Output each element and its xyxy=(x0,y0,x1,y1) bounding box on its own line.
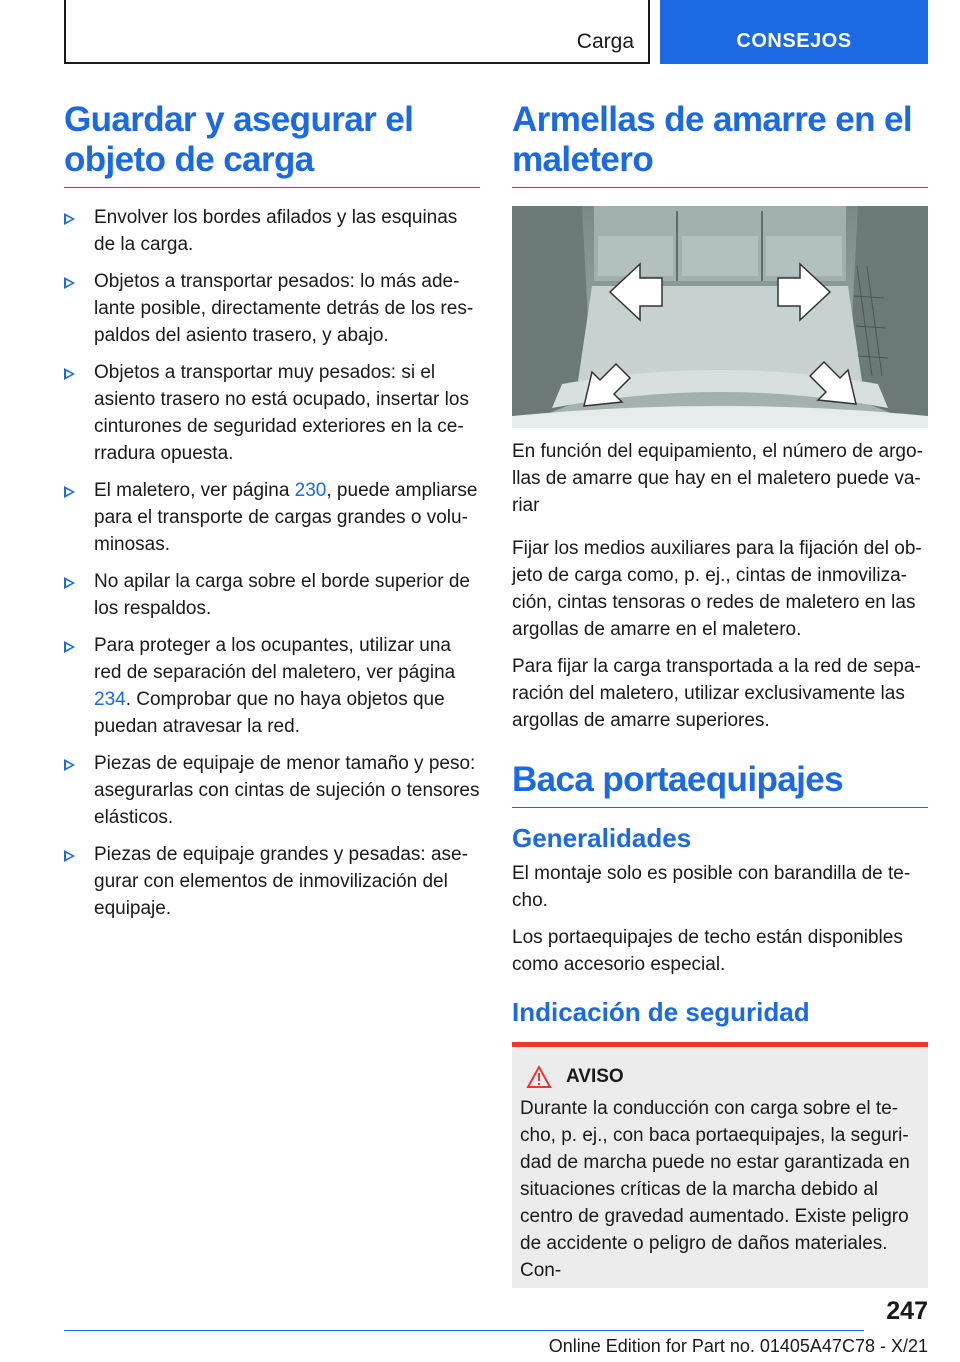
list-item: Para proteger a los ocupantes, utilizar una red de separación del maletero, ver página 234. Comprobar que no haya objetos que puedan atravesar la red. xyxy=(64,632,480,740)
general-paragraph-2: Los portaequipajes de techo están disponibles como accesorio especial. xyxy=(512,927,903,975)
warning-box xyxy=(512,1042,928,1288)
lashing-eyes-paragraph-2: Fijar los medios auxiliares para la fijación del objeto de carga como, p. ej., cintas de inmovilización, cintas tensoras o redes de maletero en las argollas de amarre en el maletero. xyxy=(512,538,922,640)
list-item: No apilar la carga sobre el borde superior de los respaldos. xyxy=(64,568,480,622)
page-number: 247 xyxy=(886,1297,928,1325)
right-heading-block xyxy=(512,100,928,188)
right-column xyxy=(512,100,928,1288)
footer-edition: Online Edition for Part no. 01405A47C78 - X/21 xyxy=(548,1336,928,1356)
list-item: Envolver los bordes afilados y las esquinas de la carga. xyxy=(64,204,480,258)
section-title-load-securing: Guardar y asegurar el objeto de carga xyxy=(64,100,414,179)
roof-rack-heading-block xyxy=(512,760,928,808)
list-item: El maletero, ver página 230, puede ampliarse para el transporte de cargas grandes o voluminosas. xyxy=(64,477,480,558)
list-item: Objetos a transportar muy pesados: si el asiento trasero no está ocupado, insertar los cinturones de seguridad exteriores en la cerradura opuesta. xyxy=(64,359,480,467)
warning-text: Durante la conducción con carga sobre el techo, p. ej., con baca portaequipajes, la seguridad de marcha puede no estar garantizada en situaciones críticas de la marcha debido al centro de gravedad aumentado. Existe peligro de accidente o peligro de daños materiales. Con- xyxy=(520,1098,910,1281)
load-securing-list xyxy=(64,204,480,922)
page-header xyxy=(64,0,928,64)
header-chapter-label: CONSEJOS xyxy=(736,30,852,52)
left-heading-block xyxy=(64,100,480,188)
subsection-title-safety: Indicación de seguridad xyxy=(512,997,810,1027)
bullet-triangle-icon xyxy=(64,213,75,225)
bullet-triangle-icon xyxy=(64,759,75,771)
bullet-triangle-icon xyxy=(64,277,75,289)
list-item: Objetos a transportar pesados: lo más adelante posible, directamente detrás de los respaldos del asiento trasero, y abajo. xyxy=(64,268,480,349)
general-paragraph-1: El montaje solo es posible con barandilla de techo. xyxy=(512,863,911,911)
section-title-lashing-eyes: Armellas de amarre en el maletero xyxy=(512,100,912,179)
subsection-title-general: Generalidades xyxy=(512,823,692,853)
trunk-lashing-eyes-image xyxy=(512,206,928,428)
bullet-triangle-icon xyxy=(64,368,75,380)
section-title-roof-rack: Baca portaequipajes xyxy=(512,760,843,799)
left-column xyxy=(64,100,480,932)
warning-triangle-icon xyxy=(526,1065,552,1089)
list-item: Piezas de equipaje de menor tamaño y peso: asegurarlas con cintas de sujeción o tensores elásticos. xyxy=(64,750,480,831)
warning-label: AVISO xyxy=(566,1066,624,1087)
header-chapter-tab[interactable] xyxy=(660,0,928,64)
bullet-triangle-icon xyxy=(64,486,75,498)
list-item: Piezas de equipaje grandes y pesadas: asegurar con elementos de inmovilización del equipaje. xyxy=(64,841,480,922)
bullet-triangle-icon xyxy=(64,850,75,862)
header-section-label: Carga xyxy=(576,30,634,53)
footer-rule xyxy=(64,1330,864,1331)
lashing-eyes-note: En función del equipamiento, el número de argollas de amarre que hay en el maletero puede variar xyxy=(512,441,923,516)
bullet-triangle-icon xyxy=(64,641,75,653)
page-reference-link[interactable]: 230 xyxy=(294,480,327,501)
lashing-eyes-paragraph-3: Para fijar la carga transportada a la red de separación del maletero, utilizar exclusivamente las argollas de amarre superiores. xyxy=(512,656,921,731)
bullet-triangle-icon xyxy=(64,577,75,589)
page-reference-link[interactable]: 234 xyxy=(94,689,126,710)
header-section-box xyxy=(64,0,650,64)
warning-header xyxy=(520,1065,920,1089)
